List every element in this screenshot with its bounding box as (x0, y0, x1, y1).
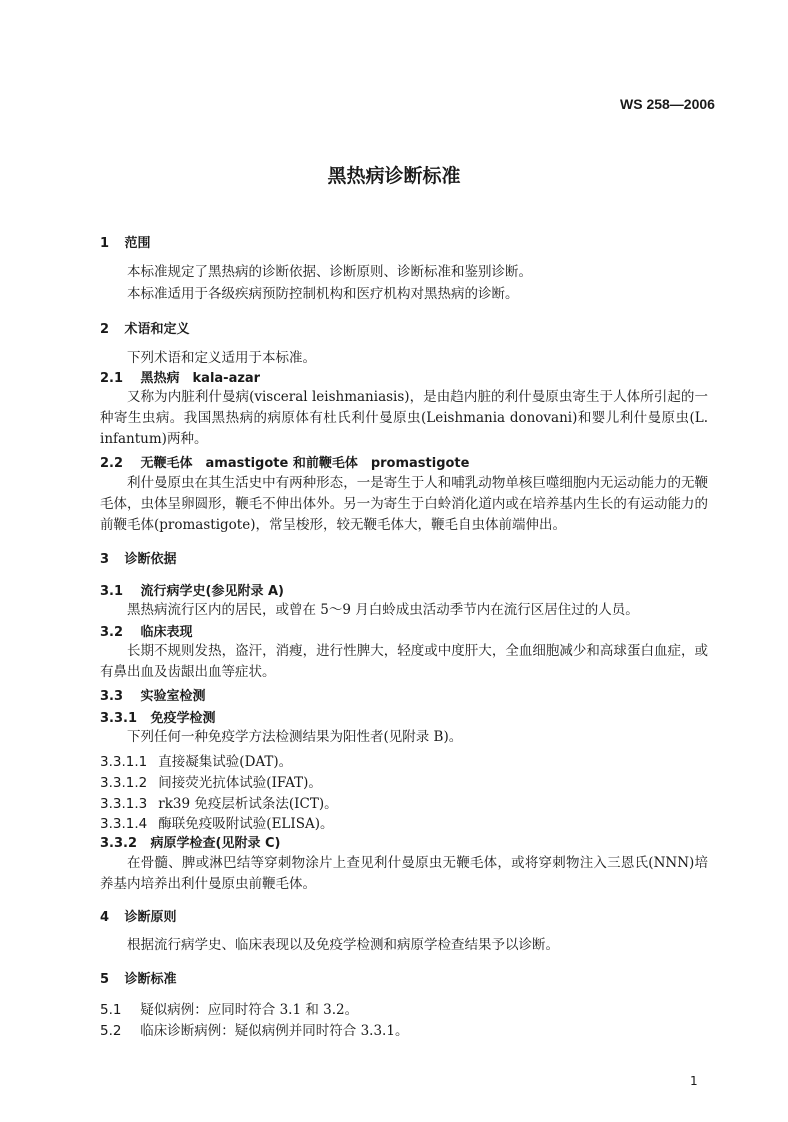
list-item (100, 750, 292, 770)
section-title: 实验室检测 (140, 689, 206, 704)
section-3-3-heading (100, 685, 206, 704)
section-title: 黑热病 kala-azar (140, 371, 261, 386)
item-number: 3.3.1.3 (100, 796, 148, 812)
section-3-3-1-paragraph: 下列任何一种免疫学方法检测结果为阳性者(见附录 B)。 (127, 729, 463, 745)
section-number: 3.3 (100, 689, 124, 704)
section-title: 诊断原则 (124, 910, 177, 925)
section-title: 诊断依据 (124, 552, 177, 567)
item-text: 酶联免疫吸附试验(ELISA)。 (158, 816, 334, 832)
section-3-1-paragraph: 黑热病流行区内的居民，或曾在 5～9 月白蛉成虫活动季节内在流行区居住过的人员。 (127, 602, 639, 618)
section-3-3-1-heading (100, 707, 216, 726)
section-2-2-paragraph: 利什曼原虫在其生活史中有两种形态，一是寄生于人和哺乳动物单核巨噬细胞内无运动能力的无鞭毛体，虫体呈卵圆形，鞭毛不伸出体外。另一为寄生于白蛉消化道内或在培养基内生长的有运动能力的前鞭毛体(promastigote)，常呈梭形，较无鞭毛体大，鞭毛自虫体前端伸出。 (100, 475, 708, 533)
section-number: 3 (100, 552, 110, 567)
item-text: 直接凝集试验(DAT)。 (158, 754, 293, 770)
section-number: 3.3.2 (100, 836, 138, 851)
section-2-2-heading (100, 452, 469, 471)
item-number: 5.2 (100, 1023, 122, 1039)
page-number: 1 (690, 1074, 698, 1088)
item-text: 临床诊断病例：疑似病例并同时符合 3.3.1。 (140, 1023, 409, 1039)
section-number: 3.3.1 (100, 711, 138, 726)
list-item (100, 998, 358, 1018)
section-title: 病原学检查(见附录 C) (150, 836, 281, 851)
section-number: 2.1 (100, 371, 124, 386)
section-5-heading (100, 968, 177, 987)
section-title: 范围 (124, 236, 151, 251)
section-number: 3.1 (100, 584, 124, 599)
section-2-intro: 下列术语和定义适用于本标准。 (127, 350, 316, 366)
section-title: 诊断标准 (124, 972, 177, 987)
section-title: 术语和定义 (124, 322, 190, 337)
section-3-3-2-heading (100, 832, 280, 851)
item-text: rk39 免疫层析试条法(ICT)。 (158, 796, 338, 812)
section-3-2-heading (100, 621, 193, 640)
section-number: 4 (100, 910, 110, 925)
section-1-heading (100, 232, 151, 251)
standard-code: WS 258—2006 (620, 96, 715, 112)
section-4-heading (100, 906, 177, 925)
section-3-heading (100, 548, 177, 567)
item-number: 5.1 (100, 1002, 122, 1018)
section-number: 3.2 (100, 625, 124, 640)
section-title: 流行病学史(参见附录 A) (140, 584, 285, 599)
section-number: 1 (100, 236, 110, 251)
section-2-1-heading (100, 367, 260, 386)
section-1-paragraph-2: 本标准适用于各级疾病预防控制机构和医疗机构对黑热病的诊断。 (127, 286, 519, 302)
list-item (100, 812, 333, 832)
page-title: 黑热病诊断标准 (327, 165, 461, 187)
section-3-2-paragraph: 长期不规则发热，盗汗，消瘦，进行性脾大，轻度或中度肝大，全血细胞减少和高球蛋白血症，或有鼻出血及齿龈出血等症状。 (100, 643, 708, 680)
item-text: 间接荧光抗体试验(IFAT)。 (158, 775, 322, 791)
section-number: 2 (100, 322, 110, 337)
section-2-heading (100, 318, 190, 337)
section-4-paragraph: 根据流行病学史、临床表现以及免疫学检测和病原学检查结果予以诊断。 (127, 937, 559, 953)
section-number: 2.2 (100, 456, 124, 471)
section-1-paragraph-1: 本标准规定了黑热病的诊断依据、诊断原则、诊断标准和鉴别诊断。 (127, 264, 532, 280)
list-item (100, 792, 338, 812)
item-number: 3.3.1.4 (100, 816, 148, 832)
list-item (100, 771, 322, 791)
section-3-1-heading (100, 580, 284, 599)
section-title: 无鞭毛体 amastigote 和前鞭毛体 promastigote (140, 456, 470, 471)
section-title: 免疫学检测 (150, 711, 216, 726)
section-number: 5 (100, 972, 110, 987)
list-item (100, 1019, 408, 1039)
section-title: 临床表现 (140, 625, 193, 640)
item-number: 3.3.1.2 (100, 775, 148, 791)
item-number: 3.3.1.1 (100, 754, 148, 770)
section-2-1-paragraph: 又称为内脏利什曼病(visceral leishmaniasis)，是由趋内脏的利什曼原虫寄生于人体所引起的一种寄生虫病。我国黑热病的病原体有杜氏利什曼原虫(Leishmania donovani)和婴儿利什曼原虫(L. infantum)两种。 (100, 389, 708, 447)
item-text: 疑似病例：应同时符合 3.1 和 3.2。 (140, 1002, 359, 1018)
section-3-3-2-paragraph: 在骨髓、脾或淋巴结等穿刺物涂片上查见利什曼原虫无鞭毛体，或将穿刺物注入三恩氏(NNN)培养基内培养出利什曼原虫前鞭毛体。 (100, 855, 708, 892)
